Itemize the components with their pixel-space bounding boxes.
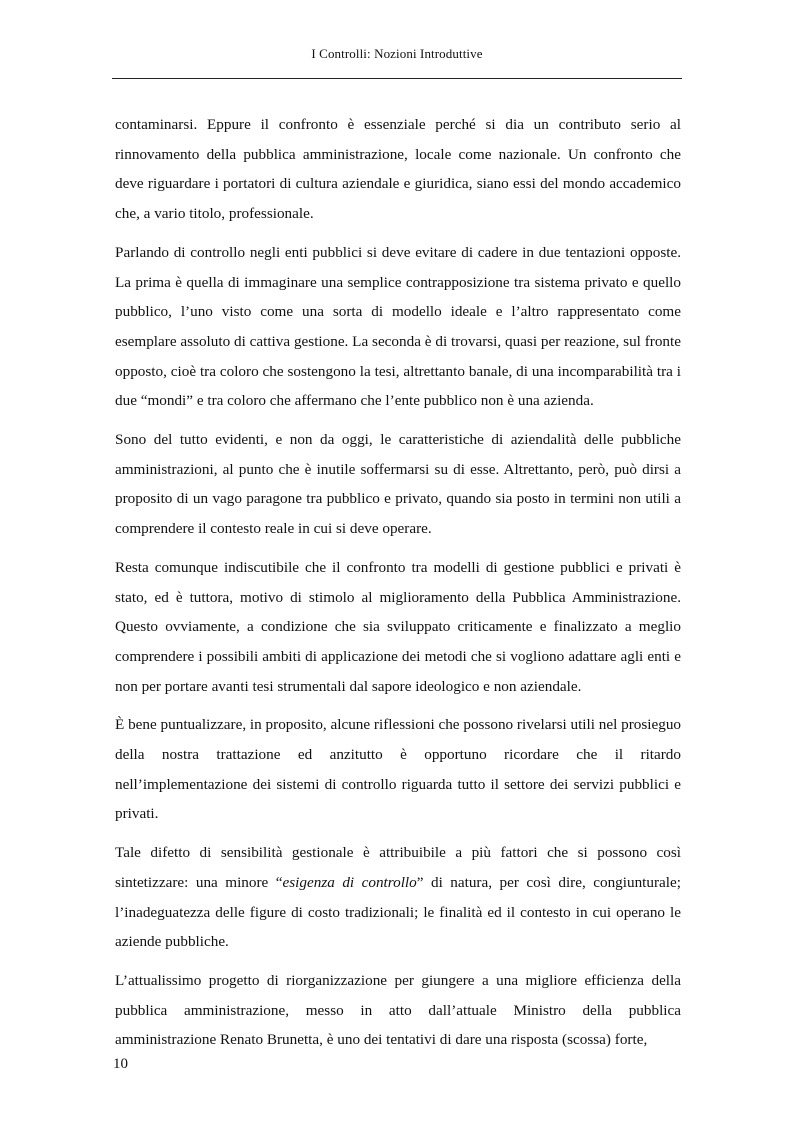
page-number: 10 xyxy=(113,1056,128,1072)
paragraph-4: Resta comunque indiscutibile che il confronto tra modelli di gestione pubblici e privati è stato, ed è tuttora, motivo di stimolo al miglioramento della Pubblica Amministrazione. Questo ovviamente, a condizione che sia sviluppato criticamente e finalizzato a meglio comprendere i possibili ambiti di applicazione dei metodi che si vogliono adattare agli enti e non per portare avanti tesi strumentali dal sapore ideologico e non aziendale. xyxy=(115,558,681,695)
running-header-title: I Controlli: Nozioni Introduttive xyxy=(311,46,483,61)
header-divider xyxy=(112,78,682,79)
paragraph-6 xyxy=(115,838,681,957)
paragraph-7: L’attualissimo progetto di riorganizzazione per giungere a una migliore efficienza della pubblica amministrazione, messo in atto dall’attuale Ministro della pubblica amministrazione Renato Brunetta, è uno dei tentativi di dare una risposta (scossa) forte, xyxy=(115,971,681,1049)
body-text xyxy=(115,110,681,1064)
paragraph-1: contaminarsi. Eppure il confronto è essenziale perché si dia un contributo serio al rinnovamento della pubblica amministrazione, locale come nazionale. Un confronto che deve riguardare i portatori di cultura aziendale e giuridica, siano essi del mondo accademico che, a vario titolo, professionale. xyxy=(115,116,681,223)
paragraph-5: È bene puntualizzare, in proposito, alcune riflessioni che possono rivelarsi utili nel prosieguo della nostra trattazione ed anzitutto è opportuno ricordare che il ritardo nell’implementazione dei sistemi di controllo riguarda tutto il settore dei servizi pubblici e privati. xyxy=(115,716,682,823)
paragraph-2: Parlando di controllo negli enti pubblici si deve evitare di cadere in due tentazioni opposte. La prima è quella di immaginare una semplice contrapposizione tra sistema privato e quello pubblico, l’uno visto come una sorta di modello ideale e l’altro rappresentato come esemplare assoluto di cattiva gestione. La seconda è di trovarsi, quasi per reazione, sul fronte opposto, cioè tra coloro che sostengono la tesi, altrettanto banale, di una incomparabilità tra i due “mondi” e tra coloro che affermano che l’ente pubblico non è una azienda. xyxy=(115,243,681,410)
paragraph-6-text-after: ” di natura, per così dire, congiunturale; l’inadeguatezza delle figure di costo tradizionali; le finalità ed il contesto in cui operano le aziende pubbliche. xyxy=(115,873,681,951)
paragraph-3: Sono del tutto evidenti, e non da oggi, le caratteristiche di aziendalità delle pubbliche amministrazioni, al punto che è inutile soffermarsi su di esse. Altrettanto, però, può dirsi a proposito di un vago paragone tra pubblico e privato, quando sia posto in termini non utili a comprendere il contesto reale in cui si deve operare. xyxy=(115,431,681,538)
paragraph-6-text-before: Tale difetto di sensibilità gestionale è attribuibile a più fattori che si possono così sintetizzare: una minore “ xyxy=(115,844,681,891)
paragraph-6-emphasis: esigenza di controllo xyxy=(282,873,417,891)
